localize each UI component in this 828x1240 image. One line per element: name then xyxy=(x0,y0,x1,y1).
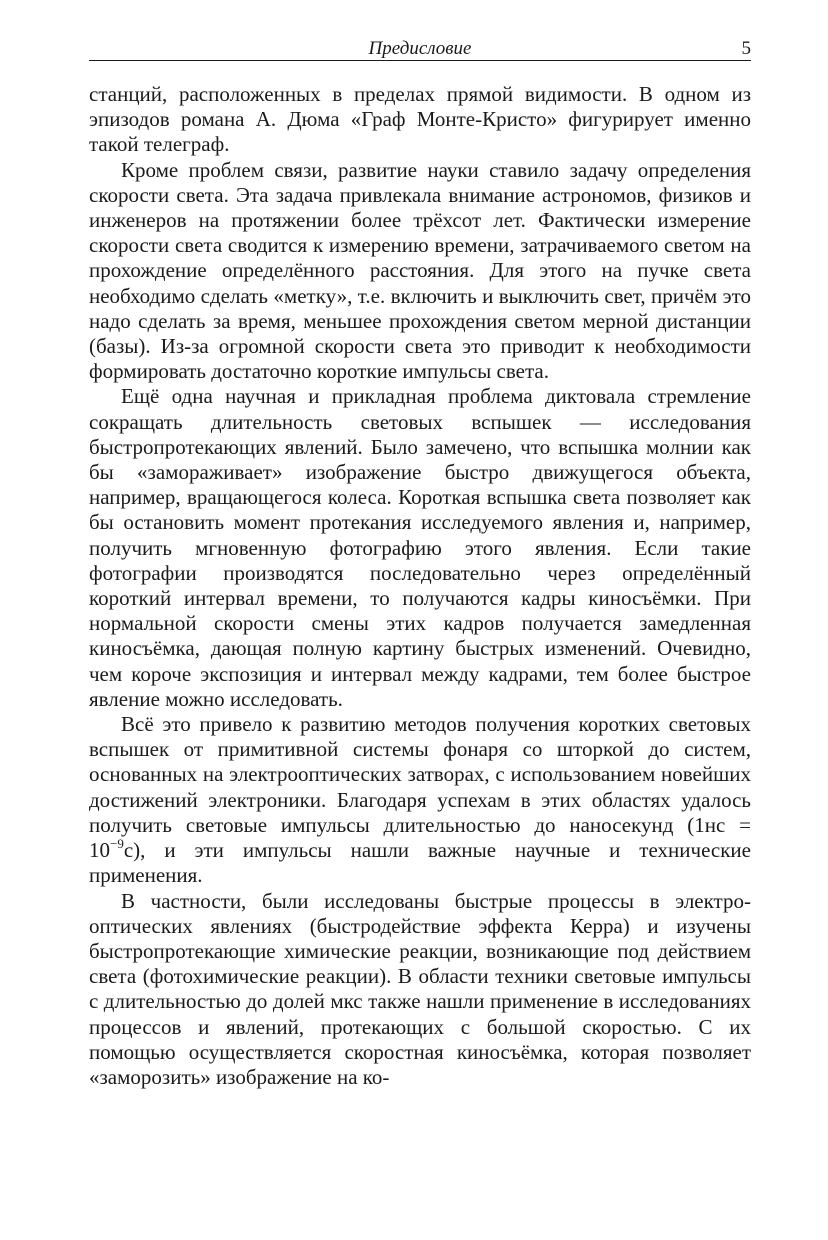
exponent: −9 xyxy=(110,836,124,852)
paragraph-text-before: Всё это привело к развитию методов получения коротких световых вспышек от примитивной системы фонаря со шторкой до систем, основанных на электрооптических затворах, с использованием новейших достижений электроники. Благодаря успехам в этих областях удалось получить световые импульсы длительностью до наносекунд (1нс = 10 xyxy=(89,712,751,863)
paragraph-text-after: с), и эти импульсы нашли важные научные и технические применения. xyxy=(89,838,751,888)
running-head xyxy=(89,38,751,61)
paragraph-continuation: станций, расположенных в пределах прямой видимости. В одном из эпизодов романа А. Дюма «Граф Монте-Кристо» фигурирует именно такой телеграф. xyxy=(89,82,751,157)
book-page xyxy=(89,38,751,1090)
paragraph-fast-phenomena: Ещё одна научная и прикладная проблема диктовала стремление сокращать длительность световых вспышек — исследования быстропротекающих явлений. Было замечено, что вспышка молнии как бы «замораживает» изображение быстро движущегося объекта, например, вращающегося колеса. Короткая вспышка света позволяет как бы остановить момент протекания исследуемого явления и, например, получить мгновенную фотографию этого явления. Если такие фотографии производятся последовательно через определённый короткий интервал времени, то получаются кадры киносъёмки. При нормальной скорости смены этих кадров получается замедленная киносъёмка, дающая полную картину быстрых изменений. Очевидно, чем короче экспозиция и интервал между кадрами, тем более быстрое явление можно исследовать. xyxy=(89,384,751,711)
running-title: Предисловие xyxy=(368,38,472,59)
paragraph-pulse-methods xyxy=(89,712,751,888)
body-text xyxy=(89,82,751,1090)
paragraph-speed-of-light: Кроме проблем связи, развитие науки ставило задачу определения скорости света. Эта задача привлекала внимание астрономов, физиков и инженеров на протяжении более трёхсот лет. Фактически измерение скорости света сводится к измерению времени, затрачиваемого светом на прохождение определённого расстояния. Для этого на пучке света необходимо сделать «метку», т.е. включить и выключить свет, причём это надо сделать за время, меньшее прохождения светом мерной дистанции (базы). Из-за огромной скорости света это приводит к необходимости формировать достаточно короткие импульсы света. xyxy=(89,157,751,384)
page-number: 5 xyxy=(741,38,751,59)
paragraph-applications: В частности, были исследованы быстрые процессы в электрооптических явлениях (быстродействие эффекта Керра) и изучены быстропротекающие химические реакции, возникающие под действием света (фотохимические реакции). В области техники световые импульсы с длительностью до долей мкс также нашли применение в исследованиях процессов и явлений, протекающих с большой скоростью. С их помощью осуществляется скоростная киносъёмка, которая позволяет «заморозить» изображение на ко- xyxy=(89,888,751,1089)
